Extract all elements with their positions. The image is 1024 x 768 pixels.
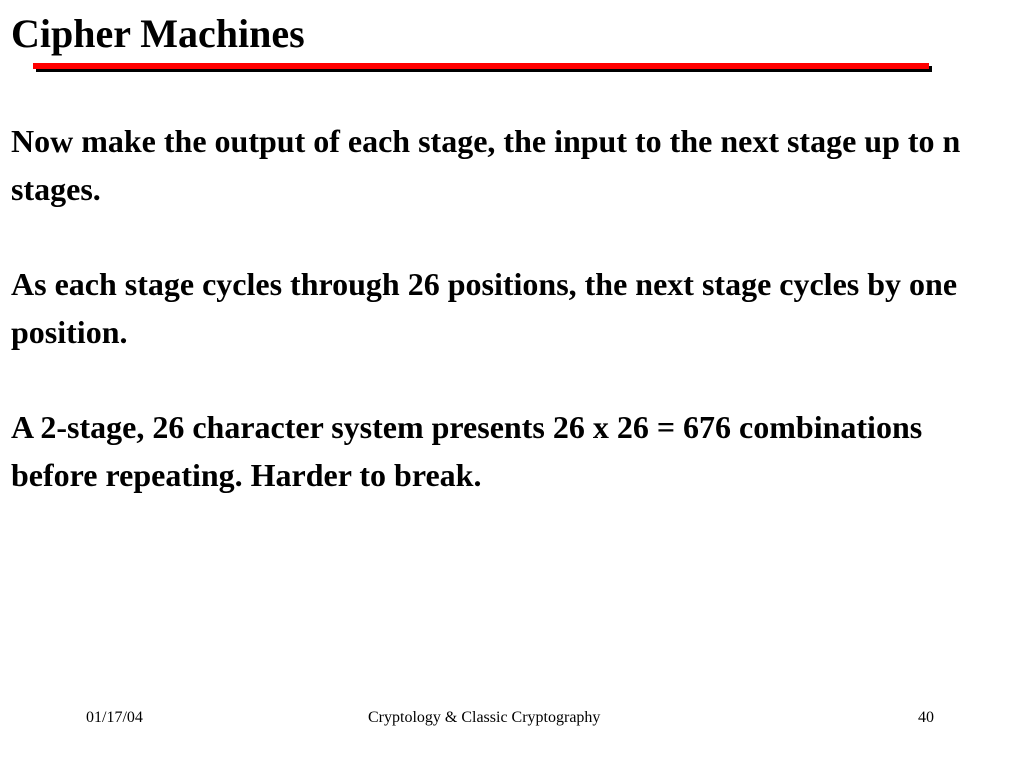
slide-body: [11, 117, 1001, 546]
title-underline: [33, 63, 929, 69]
slide-title: Cipher Machines: [11, 11, 305, 56]
body-paragraph-2: As each stage cycles through 26 positions, the next stage cycles by one position.: [11, 266, 958, 350]
body-paragraph-3: A 2-stage, 26 character system presents 26 x 26 = 676 combinations before repeating. Harder to break.: [11, 409, 923, 493]
body-paragraph-1: Now make the output of each stage, the input to the next stage up to n stages.: [11, 123, 961, 207]
footer-page-number: 40: [918, 709, 934, 726]
footer-title: Cryptology & Classic Cryptography: [368, 709, 601, 726]
footer-date: 01/17/04: [86, 709, 143, 726]
